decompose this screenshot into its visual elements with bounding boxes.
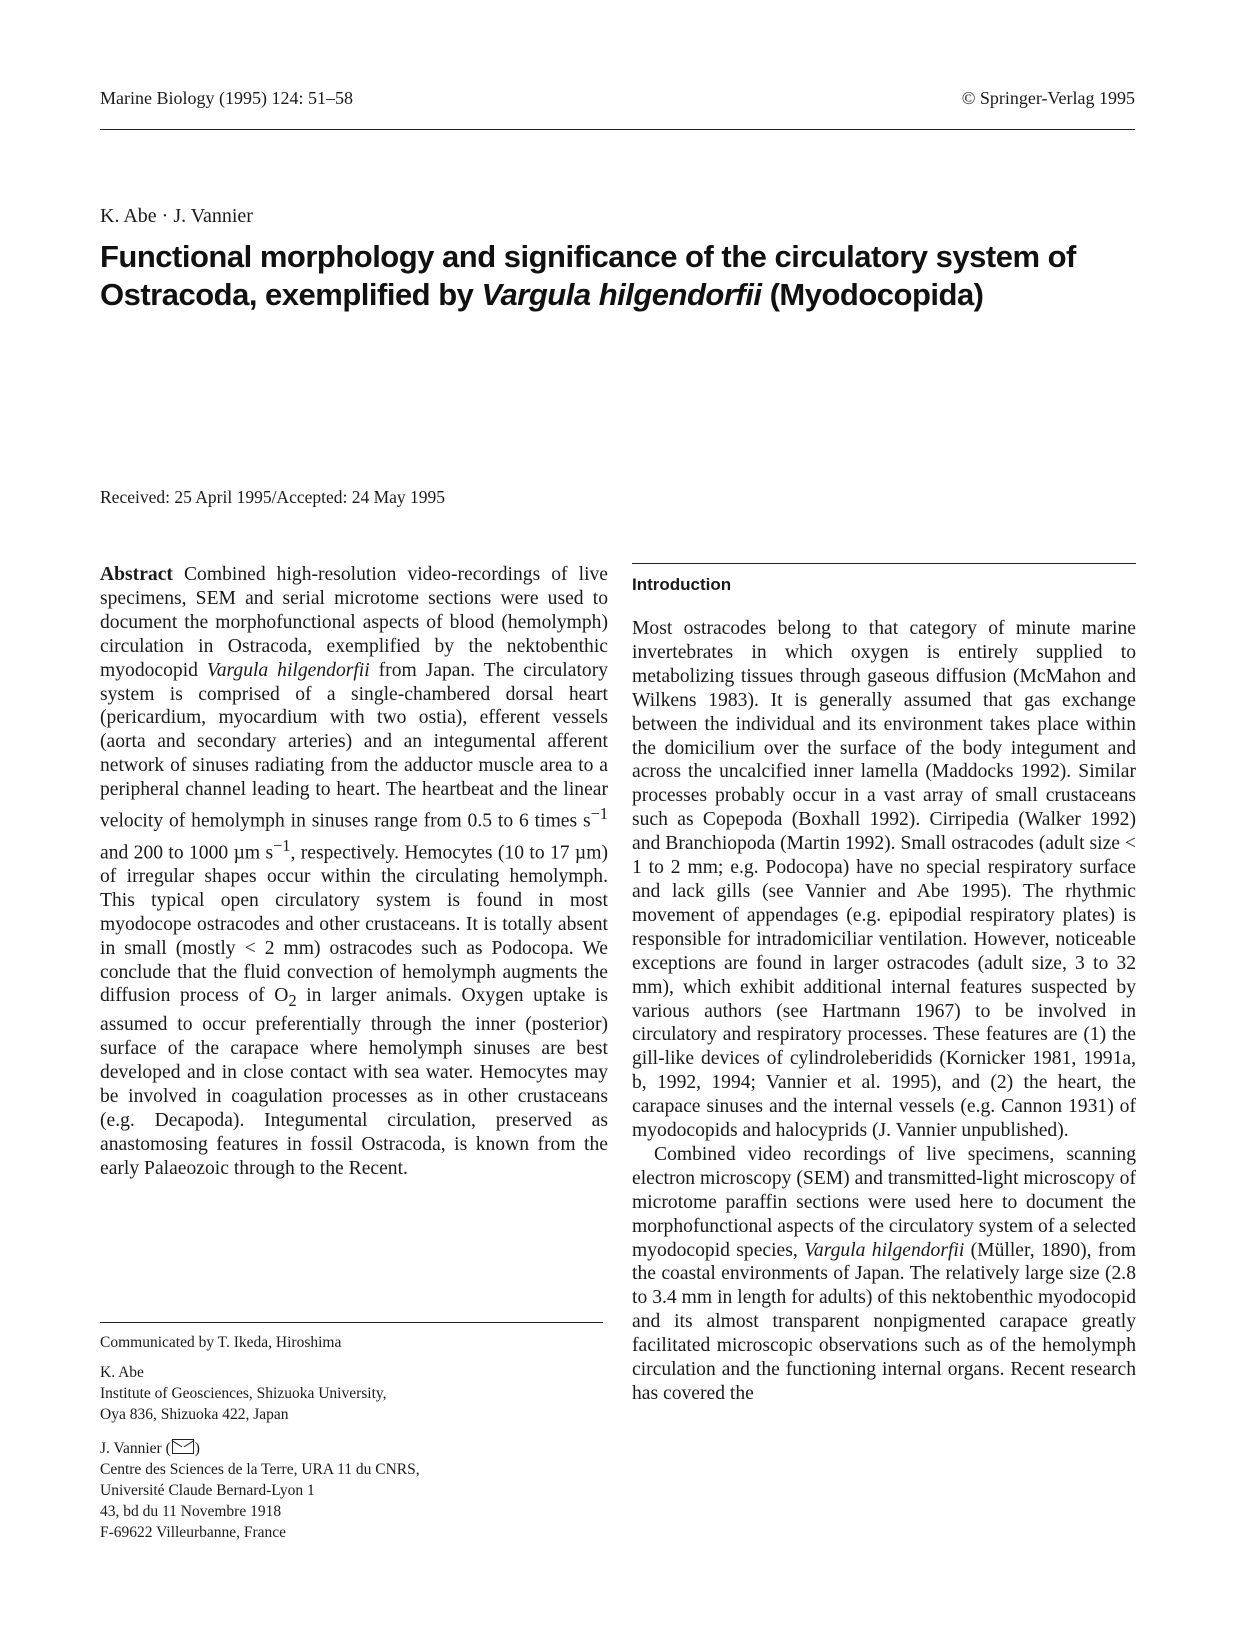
abstract-text: Abstract Combined high-resolution video-recordings of live specimens, SEM and serial microtome sections were used to document the morphofunctional aspects of blood (hemolymph) circulation in Ostracoda, exemplified by the nektobenthic myodocopid Vargula hilgendorfii from Japan. The circulatory system is comprised of a single-chambered dorsal heart (pericardium, myocardium with two ostia), efferent vessels (aorta and secondary arteries) and an integumental afferent network of sinuses radiating from the adductor muscle area to a peripheral channel leading to heart. The heartbeat and the linear velocity of hemolymph in sinuses range from 0.5 to 6 times $s^{-1}$ and 200 to 1000 µm $s^{-1}$, respectively. Hemocytes (10 to 17 µm) of irregular shapes occur within the circulating hemolymph. This typical open circulatory system is found in most myodocope ostracodes and other crustaceans. It is totally absent in small (mostly < 2 mm) ostracodes such as Podocopa. We conclude that the fluid convection of hemolymph augments the diffusion process of $O_2$ in larger animals. Oxygen uptake is assumed to occur preferentially through the inner (posterior) surface of the carapace where hemolymph sinuses are best developed and in close contact with sea water. Hemocytes may be involved in coagulation processes as in other crustaceans (e.g. Decapoda). Integumental circulation, preserved as anastomosing features in fossil Ostracoda, is known from the early Palaeozoic through to the Recent. [100,564,609,1179]
introduction-body [632,617,1136,1406]
introduction-paragraph-2: Combined video recordings of live specimens, scanning electron microscopy (SEM) and transmitted-light microscopy of microtome paraffin sections were used here to document the morphofunctional aspects of the circulatory system of a selected myodocopid species, Vargula hilgendorfii (Müller, 1890), from the coastal environments of Japan. The relatively large size (2.8 to 3.4 mm in length for adults) of this nektobenthic myodocopid and its almost transparent nonpigmented carapace greatly facilitated microscopic observations such as of the hemolymph circulation and the functioning internal organs. Recent research has covered the [632,1143,1136,1404]
title-part1: Functional morphology and significance of the circulatory system of Ostracoda, exemplified by [100,239,1076,312]
header-rule [100,129,1135,130]
received-dates: Received: 25 April 1995/Accepted: 24 May 1995 [100,487,446,507]
abstract-label: Abstract [100,564,173,585]
introduction-rule [632,563,1136,564]
title-species: Vargula hilgendorfii [481,277,762,312]
authors: K. Abe · J. Vannier [100,205,253,227]
corresponding-author: J. Vannier ( ) [100,1440,200,1457]
affiliation-abe: K. Abe Institute of Geosciences, Shizuoka University, Oya 836, Shizuoka 422, Japan [100,1364,387,1423]
introduction-paragraph-1: Most ostracodes belong to that category of minute marine invertebrates in which oxygen is entirely supplied to metabolizing tissues through gaseous diffusion (McMahon and Wilkens 1983). It is generally assumed that gas exchange between the individual and its environment takes place within the domicilium over the surface of the body integument and across the uncalcified inner lamella (Maddocks 1992). Similar processes probably occur in a vast array of small crustaceans such as Copepoda (Boxhall 1992). Cirripedia (Walker 1992) and Branchiopoda (Martin 1992). Small ostracodes (adult size < 1 to 2 mm; e.g. Podocopa) have no special respiratory surface and lack gills (see Vannier and Abe 1995). The rhythmic movement of appendages (e.g. epipodial respiratory plates) is responsible for intradomiciliar ventilation. However, noticeable exceptions are found in larger ostracodes (adult size, 3 to 32 mm), which exhibit additional internal features suspected by various authors (see Hartmann 1967) to be involved in circulatory and respiratory processes. These features are (1) the gill-like devices of cylindroleberidids (Kornicker 1981, 1991a, b, 1992, 1994; Vannier et al. 1995), and (2) the heart, the carapace sinuses and the internal vessels (e.g. Cannon 1931) of myodocopids and halocyprids (J. Vannier unpublished). [632,618,1136,1142]
envelope-icon [172,1439,194,1454]
introduction-heading: Introduction [632,575,732,594]
communicated-by: Communicated by T. Ikeda, Hiroshima [100,1334,342,1351]
copyright-notice: © Springer-Verlag 1995 [961,88,1135,108]
affiliation-vannier: J. Vannier ( ) Centre des Sciences de la Terre, URA 11 du CNRS, Université Claude Bernard-Lyon 1 43, bd du 11 Novembre 1918 F-69622 Villeurbanne, France [100,1438,620,1543]
abstract [100,563,608,1181]
article-title [100,238,1140,314]
journal-citation: Marine Biology (1995) 124: 51–58 [100,88,353,108]
title-part2: (Myodocopida) [761,277,984,312]
footnote-rule [100,1322,603,1323]
